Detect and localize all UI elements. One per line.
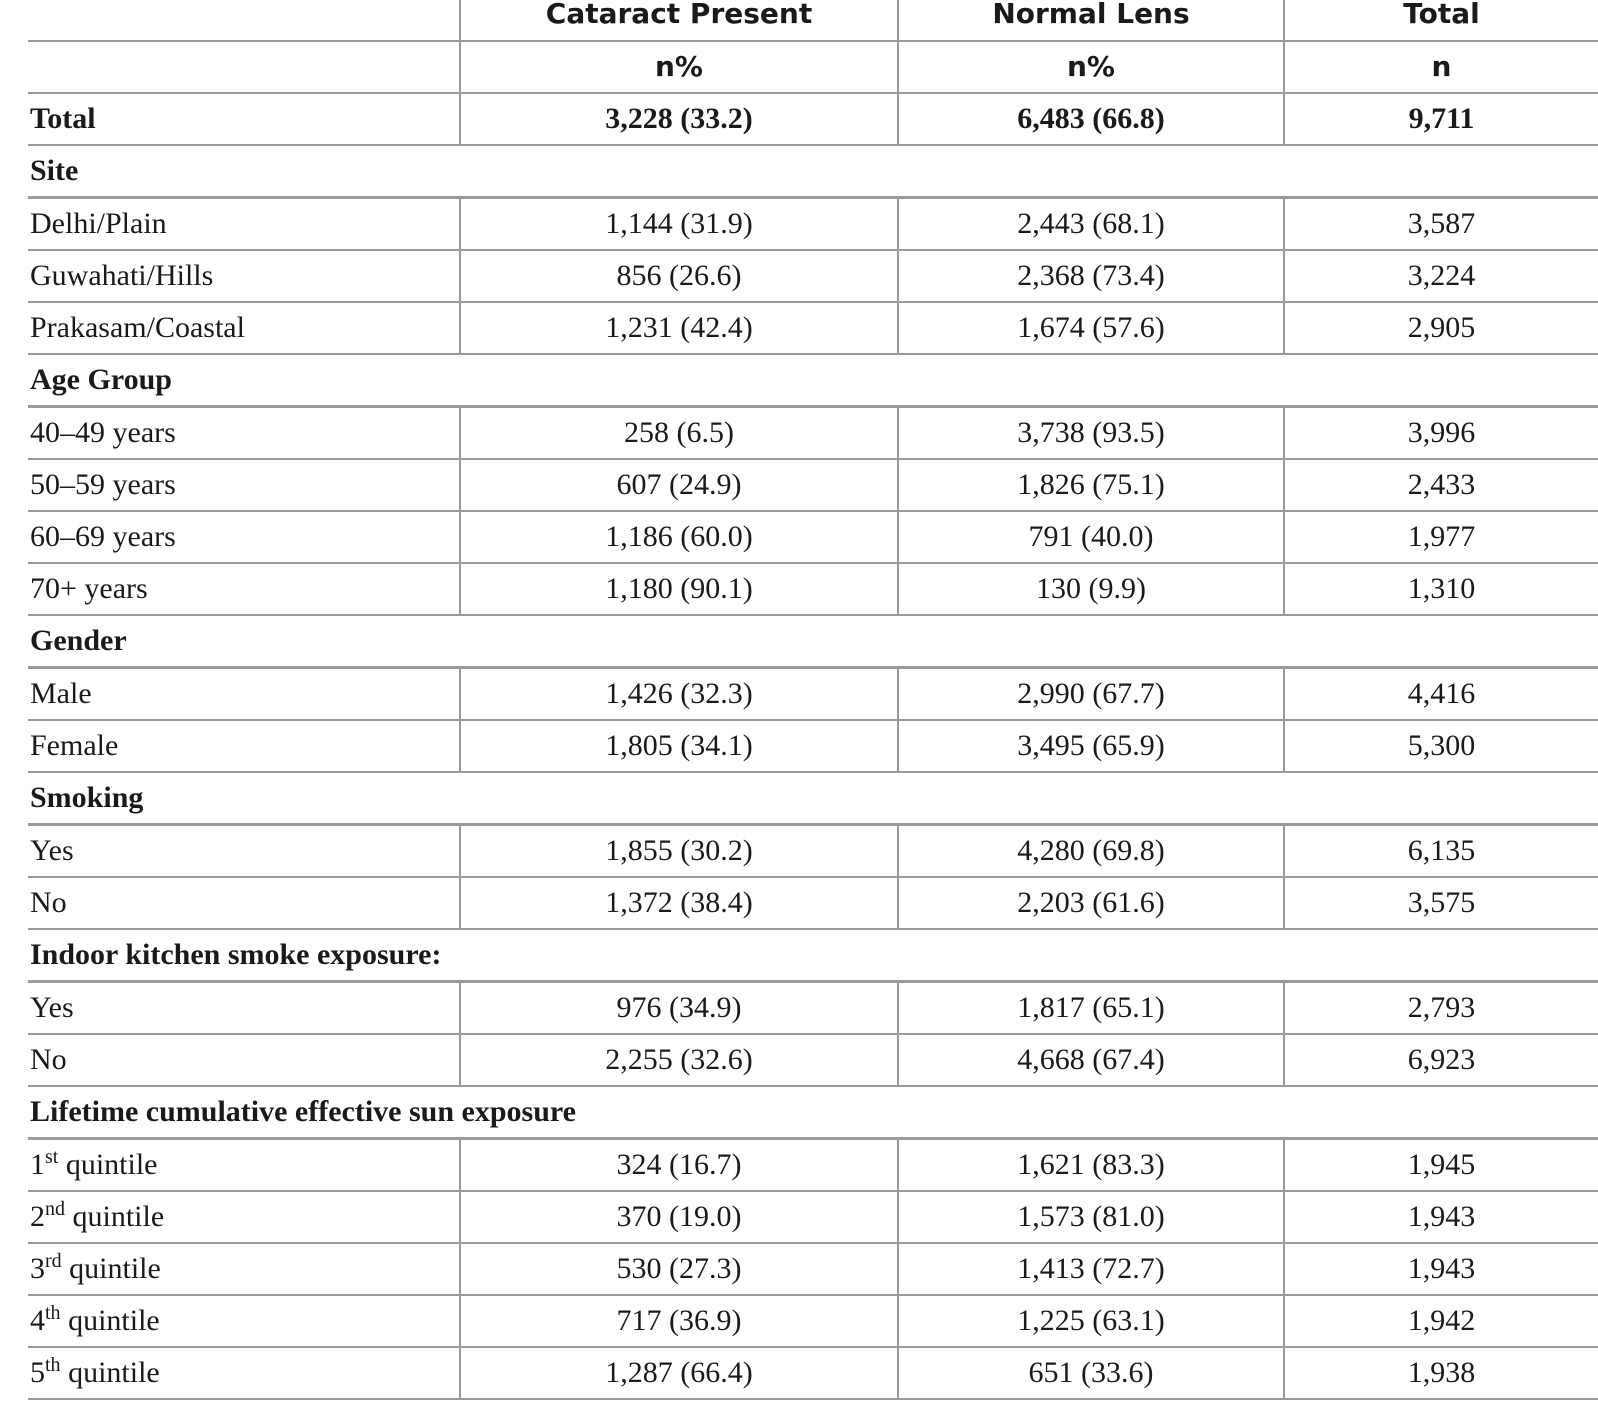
cell-cataract-present: 2,255 (32.6) [460,1034,898,1086]
cell-normal-lens: 2,368 (73.4) [898,250,1284,302]
table-row [28,198,1598,251]
cell-cataract-present: 856 (26.6) [460,250,898,302]
section-title: Site [28,145,1598,198]
header-blank [28,0,460,41]
row-label-suffix: quintile [61,1252,161,1285]
subheader-cataract: n% [460,41,898,93]
row-label-ordinal: rd [45,1250,62,1272]
row-label-number: 3 [30,1252,45,1285]
cell-cataract-present: 1,372 (38.4) [460,877,898,929]
cell-normal-lens: 1,817 (65.1) [898,982,1284,1035]
subheader-row [28,41,1598,93]
cell-cataract-present: 1,287 (66.4) [460,1347,898,1399]
section-title: Gender [28,615,1598,668]
row-label: Prakasam/Coastal [28,302,460,354]
cell-normal-lens: 1,573 (81.0) [898,1191,1284,1243]
cell-cataract-present: 717 (36.9) [460,1295,898,1347]
cell-total: 3,996 [1284,407,1598,460]
cell-normal-lens: 3,738 (93.5) [898,407,1284,460]
cell-cataract-present: 976 (34.9) [460,982,898,1035]
total-total: 9,711 [1284,93,1598,145]
section-title: Lifetime cumulative effective sun exposure [28,1086,1598,1139]
cell-total: 1,943 [1284,1243,1598,1295]
row-label-number: 4 [30,1304,45,1337]
row-label-number: 1 [30,1148,45,1181]
cell-normal-lens: 1,413 (72.7) [898,1243,1284,1295]
row-label-suffix: quintile [58,1148,158,1181]
row-label-ordinal: th [45,1354,61,1376]
row-label: No [28,877,460,929]
cell-total: 1,942 [1284,1295,1598,1347]
row-label [28,1295,460,1347]
cell-normal-lens: 791 (40.0) [898,511,1284,563]
table-row [28,1347,1598,1399]
cataract-table [28,0,1598,1400]
row-label [28,1243,460,1295]
row-label [28,1347,460,1399]
table-row [28,1034,1598,1086]
cell-total: 2,905 [1284,302,1598,354]
cell-total: 4,416 [1284,668,1598,721]
cell-normal-lens: 1,826 (75.1) [898,459,1284,511]
cell-total: 1,977 [1284,511,1598,563]
table-row [28,668,1598,721]
cell-normal-lens: 4,668 (67.4) [898,1034,1284,1086]
subheader-normal: n% [898,41,1284,93]
row-label: Yes [28,982,460,1035]
subheader-blank [28,41,460,93]
header-total: Total [1284,0,1598,41]
section-header [28,145,1598,198]
row-label: 50–59 years [28,459,460,511]
cell-total: 3,575 [1284,877,1598,929]
cell-cataract-present: 530 (27.3) [460,1243,898,1295]
table-row [28,1191,1598,1243]
cell-normal-lens: 3,495 (65.9) [898,720,1284,772]
table-container [28,0,1598,1400]
table-row [28,459,1598,511]
row-label: 60–69 years [28,511,460,563]
cell-cataract-present: 607 (24.9) [460,459,898,511]
row-label: No [28,1034,460,1086]
cell-normal-lens: 4,280 (69.8) [898,825,1284,878]
cell-cataract-present: 258 (6.5) [460,407,898,460]
row-label: Yes [28,825,460,878]
table-row [28,982,1598,1035]
table-row [28,563,1598,615]
table-row [28,1139,1598,1192]
table-row [28,407,1598,460]
row-label-suffix: quintile [60,1356,160,1389]
row-label [28,1139,460,1192]
table-row [28,720,1598,772]
row-label-number: 5 [30,1356,45,1389]
row-label-ordinal: nd [45,1198,65,1220]
table-row [28,511,1598,563]
cell-cataract-present: 1,144 (31.9) [460,198,898,251]
cell-normal-lens: 1,621 (83.3) [898,1139,1284,1192]
cell-cataract-present: 1,180 (90.1) [460,563,898,615]
cell-total: 2,793 [1284,982,1598,1035]
cell-cataract-present: 1,231 (42.4) [460,302,898,354]
total-label: Total [28,93,460,145]
cell-normal-lens: 2,990 (67.7) [898,668,1284,721]
cell-total: 1,938 [1284,1347,1598,1399]
cell-total: 3,224 [1284,250,1598,302]
section-title: Indoor kitchen smoke exposure: [28,929,1598,982]
table-row [28,302,1598,354]
cell-cataract-present: 1,855 (30.2) [460,825,898,878]
subheader-total: n [1284,41,1598,93]
cell-normal-lens: 130 (9.9) [898,563,1284,615]
row-label-ordinal: st [45,1146,59,1168]
row-label: Delhi/Plain [28,198,460,251]
cell-normal-lens: 1,225 (63.1) [898,1295,1284,1347]
row-label: 70+ years [28,563,460,615]
row-label [28,1191,460,1243]
row-label: 40–49 years [28,407,460,460]
section-header [28,615,1598,668]
cell-total: 1,310 [1284,563,1598,615]
cell-normal-lens: 651 (33.6) [898,1347,1284,1399]
cell-cataract-present: 370 (19.0) [460,1191,898,1243]
table-row [28,877,1598,929]
total-cataract: 3,228 (33.2) [460,93,898,145]
cell-total: 5,300 [1284,720,1598,772]
row-label: Female [28,720,460,772]
section-title: Age Group [28,354,1598,407]
row-label-suffix: quintile [65,1200,165,1233]
row-label-ordinal: th [45,1302,61,1324]
row-label-number: 2 [30,1200,45,1233]
section-header [28,354,1598,407]
cell-total: 6,923 [1284,1034,1598,1086]
row-label-suffix: quintile [60,1304,160,1337]
cell-normal-lens: 1,674 (57.6) [898,302,1284,354]
section-header [28,929,1598,982]
cell-total: 6,135 [1284,825,1598,878]
table-row [28,250,1598,302]
total-normal: 6,483 (66.8) [898,93,1284,145]
table-row [28,1243,1598,1295]
row-label: Male [28,668,460,721]
header-row [28,0,1598,41]
cell-cataract-present: 324 (16.7) [460,1139,898,1192]
cell-cataract-present: 1,805 (34.1) [460,720,898,772]
row-label: Guwahati/Hills [28,250,460,302]
cell-normal-lens: 2,203 (61.6) [898,877,1284,929]
cell-cataract-present: 1,186 (60.0) [460,511,898,563]
total-row [28,93,1598,145]
header-normal-lens: Normal Lens [898,0,1284,41]
table-row [28,1295,1598,1347]
section-header [28,772,1598,825]
cell-total: 3,587 [1284,198,1598,251]
section-title: Smoking [28,772,1598,825]
section-header [28,1086,1598,1139]
cell-normal-lens: 2,443 (68.1) [898,198,1284,251]
header-cataract-present: Cataract Present [460,0,898,41]
cell-cataract-present: 1,426 (32.3) [460,668,898,721]
table-row [28,825,1598,878]
cell-total: 1,943 [1284,1191,1598,1243]
cell-total: 1,945 [1284,1139,1598,1192]
cell-total: 2,433 [1284,459,1598,511]
